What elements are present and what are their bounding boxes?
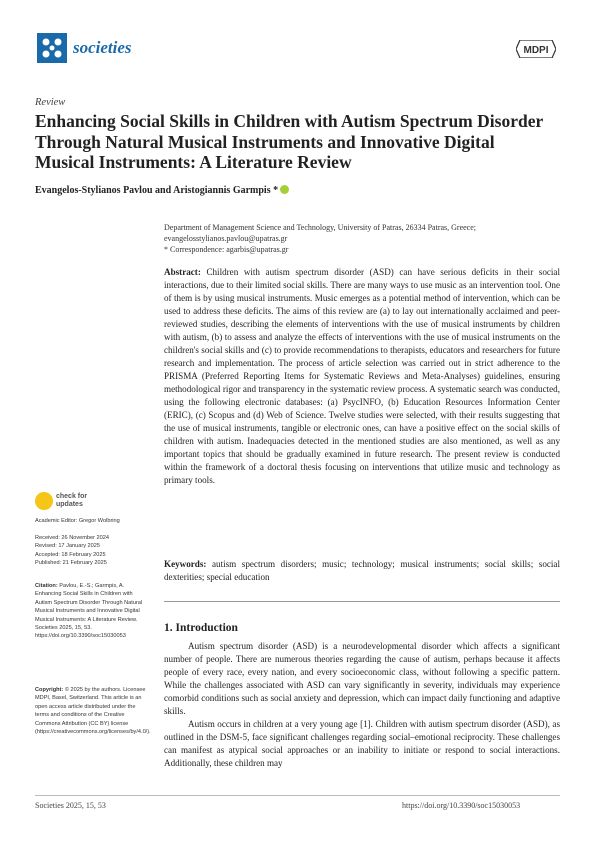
article-title: Enhancing Social Skills in Children with Autism Spectrum Disorder Through Natural Musical Instruments and Innovative Digital Musical Instruments: A Literature Review <box>35 111 543 172</box>
authors-text: Evangelos-Stylianos Pavlou and Aristogiannis Garmpis * <box>35 185 279 196</box>
dates <box>35 534 147 568</box>
abstract <box>164 266 560 487</box>
footer-citation: Societies 2025, 15, 53 <box>35 801 106 810</box>
publisher-name: MDPI <box>523 45 549 56</box>
abstract-text: Children with autism spectrum disorder (ASD) can have serious deficits in their social interactions, due to their limited social skills. There are many ways to use music as an intervention tool. One of them is by using musical instruments. Music emerges as a potential method of intervention, which can be used to address these deficits. The aims of this review are (a) to lay out internationally acclaimed and peer-reviewed studies, describing the elements of interventions with the use of musical instruments by children with autism, (b) to assess and analyze the effects of interventions with the use of musical instruments on the children's social skills and (c) to provide recommendations to therapists, educators and researchers for future research and implementation. The process of article selection was carried out in strict adherence to the PRISMA (Preferred Reporting Items for Systematic Reviews and Meta-Analyses) guidelines, ensuring methodological rigor and transparency in the systematic review process. A systematic search was conducted, using the following electronic databases: (a) PsycINFO, (b) Education Resources Information Center (ERIC), (c) Scopus and (d) Web of Science. Twelve studies were selected, with their results suggesting that the use of musical instruments, tangible or electronic ones, can have a positive effect on the social skills of children with autism. Inadequacies detected in the mentioned studies are also mentioned, as well as any important topics that should be gradually examined in future research. The present review is conducted within the framework of a doctoral thesis focusing on interventions that utilize music and technology as primary tools. <box>164 267 560 485</box>
societies-logo-icon <box>37 33 67 63</box>
authors <box>35 185 289 196</box>
citation-label: Citation: <box>35 583 58 589</box>
copyright-text: © 2025 by the authors. Licensee MDPI, Basel, Switzerland. This article is an open access article distributed under the terms and conditions of the Creative Commons Attribution (CC BY) license (https://creativecommons.org/licenses/by/4.0/). <box>35 687 151 736</box>
keywords <box>164 558 560 584</box>
footer-divider <box>35 795 560 796</box>
copyright <box>35 686 151 736</box>
copyright-label: Copyright: <box>35 687 64 693</box>
orcid-icon[interactable] <box>280 185 289 194</box>
divider <box>164 601 560 602</box>
accepted-date: Accepted: 18 February 2025 <box>35 551 106 558</box>
keywords-text: autism spectrum disorders; music; technology; musical instruments; social skills; social dexterities; special education <box>164 559 560 582</box>
mdpi-logo-icon[interactable] <box>516 40 556 58</box>
affiliations <box>164 222 564 255</box>
correspondence[interactable]: * Correspondence: agarbis@upatras.gr <box>164 245 289 254</box>
body-text <box>164 640 560 770</box>
affiliation-line: Department of Management Science and Technology, University of Patras, 26334 Patras, Greece; <box>164 223 477 232</box>
section-heading: 1. Introduction <box>164 622 238 634</box>
article-type: Review <box>35 97 66 108</box>
citation-text[interactable]: Pavlou, E.-S.; Garmpis, A. Enhancing Social Skills in Children with Autism Spectrum Disorder Through Natural Musical Instruments and Innovative Digital Musical Instruments: A Literature Review. Societies 2025, 15, 53. https://doi.org/10.3390/soc15030053 <box>35 583 143 640</box>
paragraph: Autism spectrum disorder (ASD) is a neurodevelopmental disorder which affects a significant number of people. There are numerous theories regarding the cause of autism, perhaps because it affects people of every race, every nation, and every socioeconomic class, without following a specific pattern. While the challenges associated with ASD can vary significantly in severity, individuals may experience comorbid conditions such as social anxiety and depression, which can impact daily functioning and adaptive skills. <box>164 641 560 716</box>
journal-name[interactable]: societies <box>73 38 132 57</box>
abstract-label: Abstract: <box>164 267 201 277</box>
affiliation-email[interactable]: evangelosstylianos.pavlou@upatras.gr <box>164 234 288 243</box>
paragraph: Autism occurs in children at a very young age [1]. Children with autism spectrum disorder (ASD), as outlined in the DSM-5, face significant challenges regarding social–emotional reciprocity. These challenges can manifest as atypical social approaches or an inability to initiate or respond to social interactions. Additionally, these children may <box>164 719 560 768</box>
citation <box>35 582 147 641</box>
published-date: Published: 21 February 2025 <box>35 560 107 567</box>
academic-editor: Academic Editor: Gregor Wolbring <box>35 518 120 524</box>
check-updates-icon <box>35 492 53 510</box>
check-for-updates-badge[interactable] <box>35 492 95 512</box>
keywords-label: Keywords: <box>164 559 207 569</box>
check-updates-label: check for updates <box>56 493 88 508</box>
revised-date: Revised: 17 January 2025 <box>35 543 100 550</box>
footer-doi-link[interactable]: https://doi.org/10.3390/soc15030053 <box>402 801 521 810</box>
received-date: Received: 26 November 2024 <box>35 535 110 541</box>
